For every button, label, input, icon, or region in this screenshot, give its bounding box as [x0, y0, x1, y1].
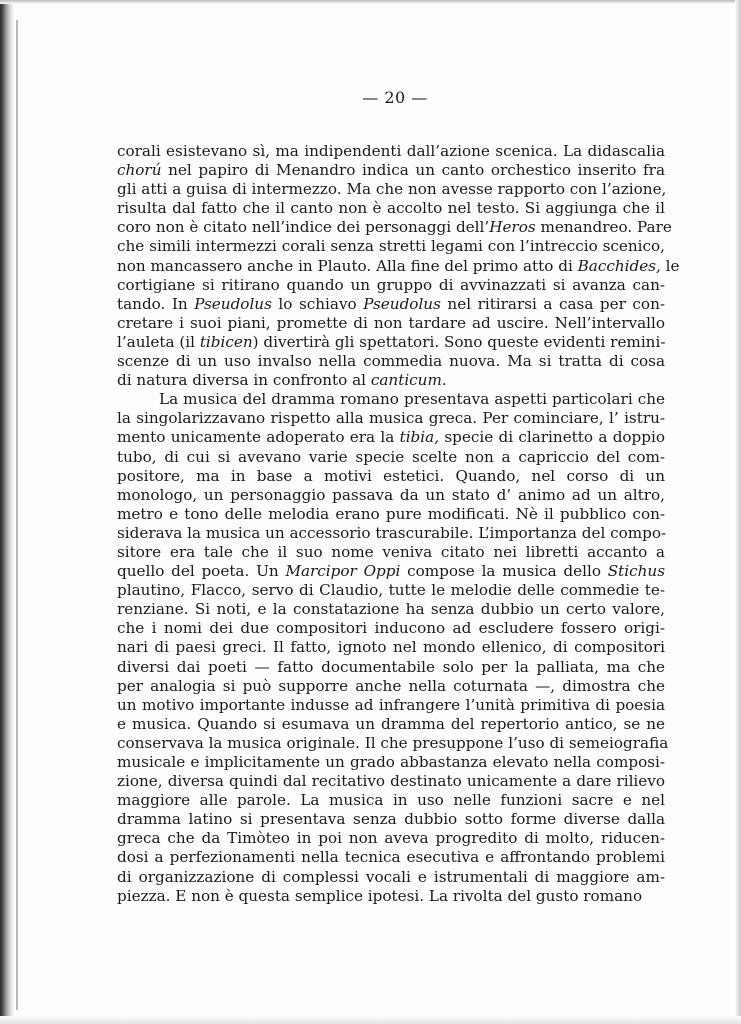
text-run: maggiore alle parole. La musica in uso nelle funzioni sacre e nel	[117, 791, 665, 810]
text-line	[117, 677, 665, 696]
text-line	[117, 715, 665, 734]
text-line	[117, 868, 665, 887]
text-run: le	[660, 256, 680, 275]
text-line	[117, 505, 665, 524]
text-line	[117, 161, 665, 180]
text-line	[117, 753, 665, 772]
text-line	[117, 810, 665, 829]
text-run: zione, diversa quindi dal recitativo destinato unicamente a dare rilievo	[117, 772, 665, 791]
text-line	[117, 371, 665, 390]
text-run: la singolarizzavano rispetto alla musica greca. Per cominciare, l’ istru-	[117, 409, 665, 428]
text-line	[117, 638, 665, 657]
text-run: nari di paesi greci. Il fatto, ignoto nel mondo ellenico, di compositori	[117, 638, 665, 657]
body-text	[117, 142, 680, 906]
text-run: dramma latino si presentava senza dubbio sotto forme diverse dalla	[117, 810, 665, 829]
italic-text: canticum.	[370, 371, 447, 390]
italic-text: Stichus	[607, 562, 666, 581]
text-run: lo schiavo	[271, 294, 364, 313]
text-run: menandreo. Pare	[535, 218, 672, 237]
text-run: dosi a perfezionamenti nella tecnica esecutiva e affrontando problemi	[117, 848, 665, 867]
text-line	[117, 333, 665, 352]
text-line	[117, 142, 665, 161]
text-line	[117, 848, 665, 867]
text-line	[117, 218, 672, 237]
text-run: non mancassero anche in Plauto. Alla fine del primo atto di	[117, 256, 578, 275]
text-line	[117, 581, 665, 600]
text-line	[117, 772, 665, 791]
text-run: gli atti a guisa di intermezzo. Ma che non avesse rapporto con l’azione,	[117, 180, 667, 199]
text-run: per analogia si può supporre anche nella coturnata —, dimostra che	[117, 676, 665, 695]
text-run: un motivo importante indusse ad infrangere l’unità primitiva di poesia	[117, 695, 665, 714]
text-run: corali esistevano sì, ma indipendenti dall’azione scenica. La didascalia	[117, 142, 665, 160]
text-line	[117, 733, 669, 753]
text-line	[117, 543, 665, 562]
text-run: e musica. Quando si esumava un dramma del repertorio antico, se ne	[117, 714, 665, 733]
text-run: nel ritirarsi a casa per con-	[440, 294, 665, 313]
text-run: di organizzazione di complessi vocali e istrumentali di maggiore am-	[117, 867, 665, 886]
text-line	[117, 448, 665, 467]
text-run: cretare i suoi piani, promette di non tardare ad uscire. Nell’intervallo	[117, 313, 665, 332]
text-run: positore, ma in base a motivi estetici. Quando, nel corso di un	[117, 466, 665, 485]
italic-text: chorú	[117, 161, 162, 180]
text-line	[117, 428, 665, 447]
text-run: di natura diversa in confronto al	[117, 371, 371, 390]
text-run: La musica del dramma romano presentava aspetti particolari che	[159, 390, 665, 409]
text-line	[117, 276, 665, 295]
text-run: che i nomi dei due compositori inducono ad escludere fossero origi-	[117, 619, 665, 638]
text-line	[117, 887, 665, 906]
text-run: ) divertirà gli spettatori. Sono queste evidenti remini-	[252, 332, 666, 351]
bottom-edge	[0, 1016, 741, 1024]
text-run: l’auleta (il	[117, 332, 200, 351]
text-line	[117, 619, 665, 638]
text-line	[117, 199, 665, 218]
text-run: sitore era tale che il suo nome veniva citato nei libretti accanto a	[117, 542, 665, 561]
text-line	[117, 791, 665, 810]
text-run: mento unicamente adoperato era la	[117, 428, 400, 447]
binding-shadow-line	[16, 20, 18, 1010]
text-line	[117, 295, 665, 314]
text-run: cortigiane si ritirano quando un gruppo di avvinazzati si avanza can-	[117, 275, 665, 294]
text-line	[117, 600, 665, 619]
text-line	[117, 314, 665, 333]
text-run: tando. In	[117, 294, 195, 313]
text-line	[117, 524, 665, 543]
text-run: quello del poeta. Un	[117, 562, 286, 581]
text-line	[117, 658, 665, 677]
text-run: renziane. Si noti, e la constatazione ha senza dubbio un certo valore,	[117, 600, 665, 619]
text-run: siderava la musica un accessorio trascurabile. L’importanza del compo-	[117, 523, 667, 542]
text-line	[117, 390, 665, 409]
text-line	[117, 180, 665, 199]
text-run: coro non è citato nell’indice dei personaggi dell’	[117, 218, 490, 237]
text-line	[117, 409, 665, 428]
text-run: plautino, Flacco, servo di Claudio, tutte le melodie delle commedie te-	[117, 581, 665, 600]
text-run: scenze di un uso invalso nella commedia nuova. Ma si tratta di cosa	[117, 352, 665, 371]
text-run: risulta dal fatto che il canto non è accolto nel testo. Si aggiunga che il	[117, 199, 665, 218]
text-line	[117, 352, 665, 371]
italic-text: Marcipor Oppi	[285, 562, 401, 581]
text-run: monologo, un personaggio passava da un stato d’ animo ad un altro,	[117, 485, 665, 504]
text-run: nel papiro di Menandro indica un canto orchestico inserito fra	[161, 161, 665, 180]
text-line	[117, 256, 680, 276]
text-run: che simili intermezzi corali senza stretti legami con l’intreccio scenico,	[117, 237, 665, 256]
text-run: conservava la musica originale. Il che presuppone l’uso di semeiografia	[117, 733, 669, 752]
text-line	[117, 829, 665, 848]
text-run: greca che da Timòteo in poi non aveva progredito di molto, riducen-	[117, 829, 665, 848]
text-run: specie di clarinetto a doppio	[439, 428, 665, 447]
italic-text: Bacchides,	[577, 256, 661, 275]
text-run: diversi dai poeti — fatto documentabile solo per la palliata, ma che	[117, 657, 665, 676]
binding-edge	[0, 0, 14, 1024]
italic-text: Heros	[489, 218, 536, 237]
italic-text: Pseudolus	[194, 294, 272, 313]
text-line	[117, 562, 665, 581]
page-number: — 20 —	[362, 88, 428, 107]
right-edge	[735, 0, 741, 1024]
text-run: musicale e implicitamente un grado abbastanza elevato nella composi-	[117, 753, 665, 771]
top-edge	[0, 0, 741, 4]
text-line	[117, 696, 665, 715]
italic-text: tibia,	[399, 428, 440, 447]
text-run: piezza. E non è questa semplice ipotesi. La rivolta del gusto romano	[117, 886, 643, 905]
text-line	[117, 486, 665, 505]
text-run: tubo, di cui si avevano varie specie scelte non a capriccio del com-	[117, 447, 665, 466]
italic-text: Pseudolus	[363, 294, 441, 313]
text-line	[117, 237, 665, 256]
text-run: metro e tono delle melodia erano pure modificati. Nè il pubblico con-	[117, 504, 665, 523]
text-run: compose la musica dello	[400, 562, 608, 581]
italic-text: tibicen	[199, 332, 253, 351]
text-line	[117, 467, 665, 486]
